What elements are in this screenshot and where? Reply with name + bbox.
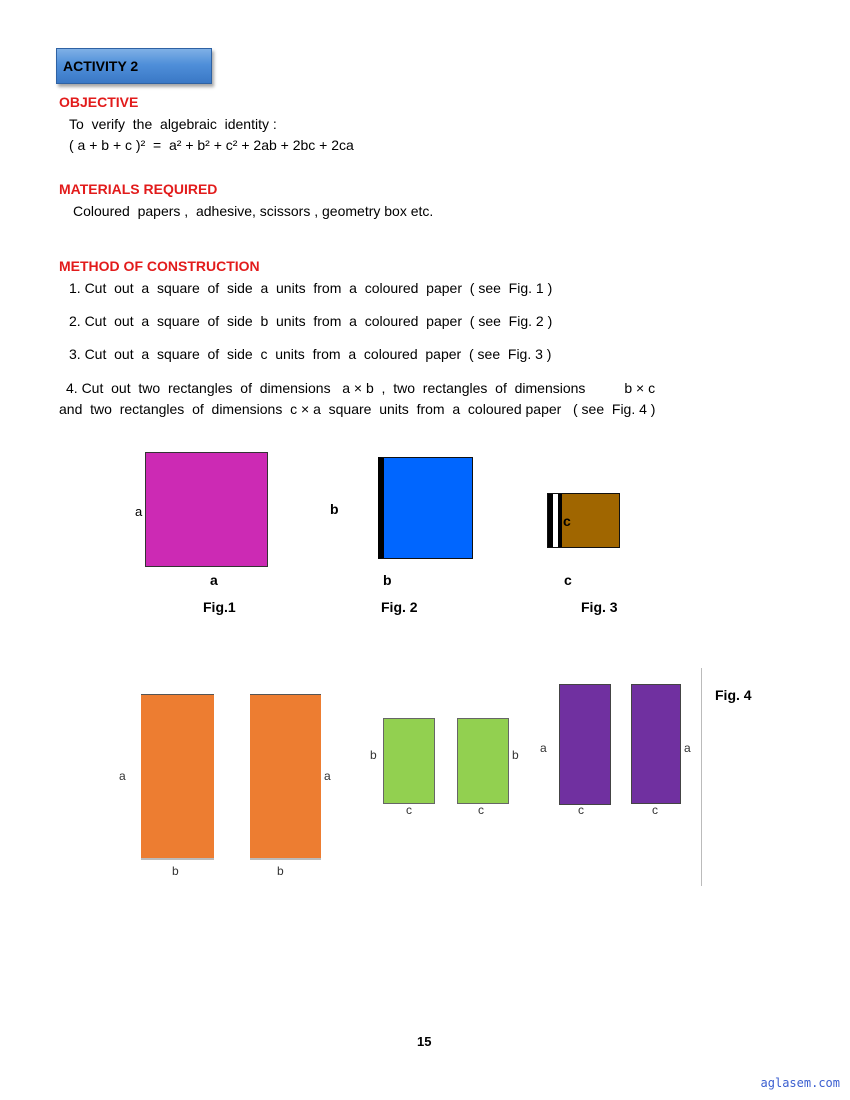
fig3-inner-label: c	[563, 513, 571, 529]
fig1-left-label: a	[135, 504, 143, 519]
fig4-green-bottom-1: c	[406, 803, 412, 817]
fig4-rect-bc-2	[457, 718, 509, 804]
fig4-orange-bottom-1: b	[172, 864, 179, 878]
fig4-rect-ca-1	[559, 684, 611, 805]
fig4-green-left-label: b	[370, 748, 377, 762]
fig4-green-right-label: b	[512, 748, 519, 762]
fig4-caption: Fig. 4	[715, 687, 752, 703]
fig4-orange-bottom-2: b	[277, 864, 284, 878]
fig4-divider	[701, 668, 702, 886]
method-step-4-line2: and two rectangles of dimensions c × a square units from a coloured paper ( see Fig. 4 )	[59, 401, 656, 417]
footer-watermark[interactable]: aglasem.com	[760, 1076, 840, 1090]
fig4-purple-bottom-1: c	[578, 803, 584, 817]
materials-heading: MATERIALS REQUIRED	[59, 181, 218, 197]
fig4-rect-bc-1	[383, 718, 435, 804]
method-heading: METHOD OF CONSTRUCTION	[59, 258, 260, 274]
method-step-1: 1. Cut out a square of side a units from a coloured paper ( see Fig. 1 )	[69, 280, 553, 296]
page-number: 15	[417, 1034, 432, 1049]
fig4-orange-left-label: a	[119, 769, 126, 783]
fig2-left-label: b	[330, 501, 339, 517]
activity-title: ACTIVITY 2	[63, 58, 139, 74]
method-step-2: 2. Cut out a square of side b units from a coloured paper ( see Fig. 2 )	[69, 313, 553, 329]
fig4-purple-right-label: a	[684, 741, 691, 755]
fig4-rect-ca-2	[631, 684, 681, 804]
fig4-rect-ab-2	[250, 694, 321, 860]
objective-line1: To verify the algebraic identity :	[69, 116, 277, 132]
fig3-bottom-label: c	[564, 572, 572, 588]
fig2-caption: Fig. 2	[381, 599, 418, 615]
fig1-square-a	[145, 452, 268, 567]
fig3-square-c	[547, 493, 620, 548]
materials-text: Coloured papers , adhesive, scissors , geometry box etc.	[73, 203, 434, 219]
fig4-purple-bottom-2: c	[652, 803, 658, 817]
fig1-bottom-label: a	[210, 572, 218, 588]
fig4-green-bottom-2: c	[478, 803, 484, 817]
fig2-bottom-label: b	[383, 572, 392, 588]
fig1-caption: Fig.1	[203, 599, 236, 615]
fig2-square-b	[378, 457, 473, 559]
fig4-orange-right-label: a	[324, 769, 331, 783]
method-step-4-line1: 4. Cut out two rectangles of dimensions a × b , two rectangles of dimensions b × c	[66, 380, 656, 396]
objective-heading: OBJECTIVE	[59, 94, 139, 110]
method-step-3: 3. Cut out a square of side c units from a coloured paper ( see Fig. 3 )	[69, 346, 552, 362]
fig3-caption: Fig. 3	[581, 599, 618, 615]
activity-title-box	[56, 48, 212, 84]
fig4-rect-ab-1	[141, 694, 214, 860]
objective-identity: ( a + b + c )² = a² + b² + c² + 2ab + 2bc + 2ca	[69, 137, 354, 153]
fig4-purple-left-label: a	[540, 741, 547, 755]
